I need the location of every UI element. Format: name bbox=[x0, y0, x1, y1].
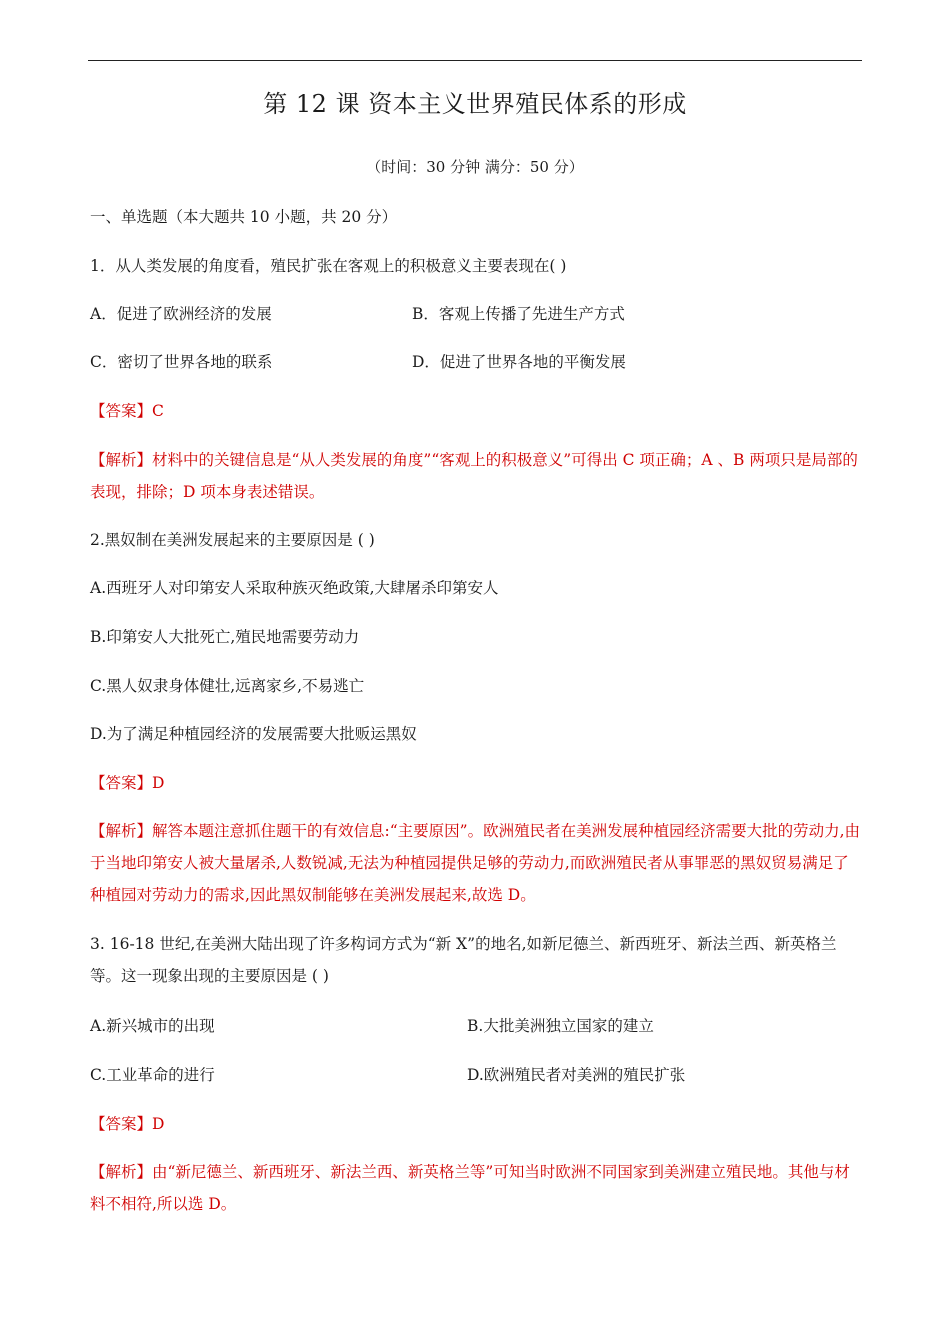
q2-option-d: D.为了满足种植园经济的发展需要大批贩运黑奴 bbox=[90, 725, 417, 743]
q2-option-b: B.印第安人大批死亡,殖民地需要劳动力 bbox=[90, 628, 360, 646]
page-subtitle: （时间：30 分钟 满分：50 分） bbox=[366, 158, 584, 176]
q1-option-d: D．促进了世界各地的平衡发展 bbox=[412, 353, 626, 371]
q2-option-a: A.西班牙人对印第安人采取种族灭绝政策,大肆屠杀印第安人 bbox=[90, 579, 499, 597]
q3-answer: 【答案】D bbox=[90, 1115, 165, 1133]
q1-option-b: B．客观上传播了先进生产方式 bbox=[412, 305, 625, 323]
q2-answer: 【答案】D bbox=[90, 774, 165, 792]
q2-option-c: C.黑人奴隶身体健壮,远离家乡,不易逃亡 bbox=[90, 677, 365, 695]
q3-option-a: A.新兴城市的出现 bbox=[90, 1017, 215, 1035]
q3-option-d: D.欧洲殖民者对美洲的殖民扩张 bbox=[467, 1066, 686, 1084]
header-rule bbox=[88, 60, 862, 61]
q3-analysis: 【解析】由“新尼德兰、新西班牙、新法兰西、新英格兰等”可知当时欧洲不同国家到美洲建立殖民地。其他与材料不相符,所以选 D。 bbox=[90, 1163, 850, 1213]
q3-stem: 3. 16-18 世纪,在美洲大陆出现了许多构词方式为“新 X”的地名,如新尼德兰、新西班牙、新法兰西、新英格兰等。这一现象出现的主要原因是 ( ) bbox=[90, 935, 837, 985]
q3-option-c: C.工业革命的进行 bbox=[90, 1066, 215, 1084]
section-heading: 一、单选题（本大题共 10 小题，共 20 分） bbox=[90, 208, 398, 226]
q1-option-a: A．促进了欧洲经济的发展 bbox=[90, 305, 272, 323]
q3-option-b: B.大批美洲独立国家的建立 bbox=[467, 1017, 654, 1035]
q1-option-c: C．密切了世界各地的联系 bbox=[90, 353, 273, 371]
q2-analysis: 【解析】解答本题注意抓住题干的有效信息:“主要原因”。欧洲殖民者在美洲发展种植园经济需要大批的劳动力,由于当地印第安人被大量屠杀,人数锐减,无法为种植园提供足够的劳动力,而欧洲殖民者从事罪恶的黑奴贸易满足了种植园对劳动力的需求,因此黑奴制能够在美洲发展起来,故选 D。 bbox=[90, 822, 861, 904]
q1-answer: 【答案】C bbox=[90, 402, 164, 420]
q1-stem: 1．从人类发展的角度看，殖民扩张在客观上的积极意义主要表现在( ) bbox=[90, 257, 567, 275]
q2-stem: 2.黑奴制在美洲发展起来的主要原因是 ( ) bbox=[90, 531, 375, 549]
q1-analysis: 【解析】材料中的关键信息是“从人类发展的角度”“客观上的积极意义”可得出 C 项正确；A 、B 两项只是局部的表现，排除；D 项本身表述错误。 bbox=[90, 451, 858, 501]
page-title: 第 12 课 资本主义世界殖民体系的形成 bbox=[263, 90, 687, 118]
